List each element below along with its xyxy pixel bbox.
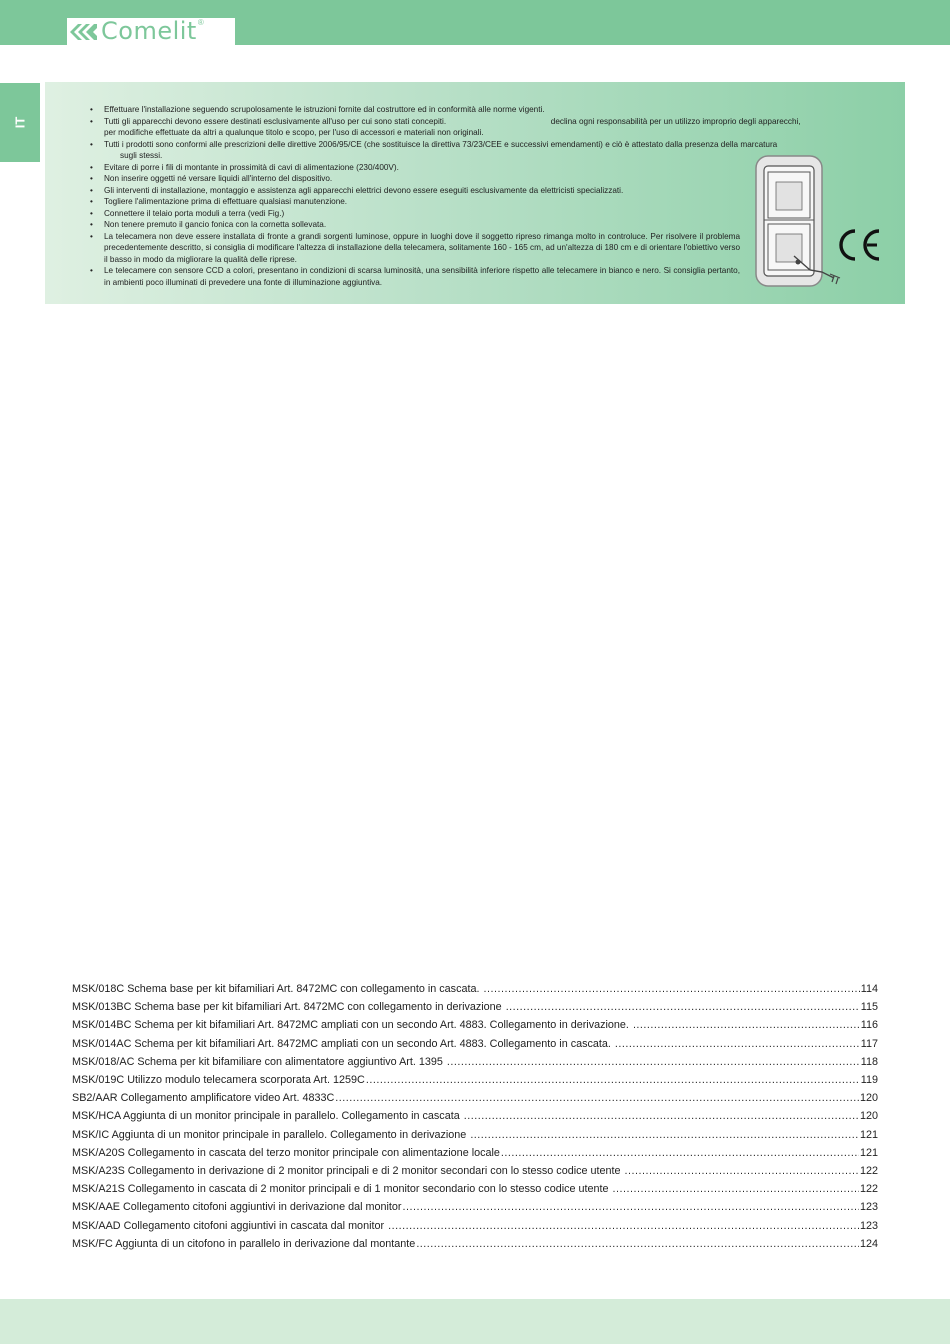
footer-bar — [0, 1299, 950, 1344]
toc-entry[interactable]: MSK/019C Utilizzo modulo telecamera scorporata Art. 1259C ..... 119 — [72, 1071, 878, 1089]
toc-entry[interactable]: MSK/014BC Schema per kit bifamiliari Art. 8472MC ampliati con un secondo Art. 4883. Collegamento in derivazione. ..... 116 — [72, 1016, 878, 1034]
toc-entry[interactable]: MSK/018C Schema base per kit bifamiliari Art. 8472MC con collegamento in cascata. ..... 114 — [72, 980, 878, 998]
notice-item: • La telecamera non deve essere installata di fronte a grandi sorgenti luminose, oppure in luoghi dove il soggetto ripreso rimanga molto in controluce. Per risolvere il problema precedentemente descritto, si consiglia di modificare l'altezza di installazione della telecamera, solitamente 160 - 165 cm, ad un'altezza di 180 cm e di orientare l'obiettivo verso il basso in modo da migliorare la qualità delle riprese. — [90, 231, 740, 266]
notice-item: • Connettere il telaio porta moduli a terra (vedi Fig.) — [90, 208, 882, 220]
notice-item: • Non tenere premuto il gancio fonica con la cornetta sollevata. — [90, 219, 882, 231]
notice-item: • Evitare di porre i fili di montante in prossimità di cavi di alimentazione (230/400V). — [90, 162, 882, 174]
brand-logo — [67, 18, 235, 45]
toc-entry[interactable]: MSK/IC Aggiunta di un monitor principale in parallelo. Collegamento in derivazione ..... 121 — [72, 1126, 878, 1144]
notice-item: • Tutti i prodotti sono conformi alle prescrizioni delle direttive 2006/95/CE (che sostituisce la direttiva 73/23/CEE e successivi emendamenti) e ciò è attestato dalla presenza della marcatura sugli stessi. — [90, 139, 882, 162]
language-tab — [0, 83, 40, 162]
toc-entry[interactable]: MSK/AAE Collegamento citofoni aggiuntivi in derivazione dal monitor ..... 123 — [72, 1198, 878, 1216]
table-of-contents — [72, 980, 878, 1253]
notice-item: • Togliere l'alimentazione prima di effettuare qualsiasi manutenzione. — [90, 196, 882, 208]
brand-name: Comelit — [101, 17, 197, 45]
toc-entry[interactable]: MSK/A20S Collegamento in cascata del terzo monitor principale con alimentazione locale ..... 121 — [72, 1144, 878, 1162]
ce-mark-icon — [835, 227, 885, 263]
toc-entry[interactable]: MSK/013BC Schema base per kit bifamiliari Art. 8472MC con collegamento in derivazione ..... 115 — [72, 998, 878, 1016]
notice-item: • Non inserire oggetti né versare liquidi all'interno del dispositivo. — [90, 173, 882, 185]
toc-entry[interactable]: MSK/A21S Collegamento in cascata di 2 monitor principali e di 1 monitor secondario con lo stesso codice utente ..... 122 — [72, 1180, 878, 1198]
toc-entry[interactable]: MSK/FC Aggiunta di un citofono in parallelo in derivazione dal montante ..... 124 — [72, 1235, 878, 1253]
toc-entry[interactable]: MSK/HCA Aggiunta di un monitor principale in parallelo. Collegamento in cascata ..... 120 — [72, 1107, 878, 1125]
notice-item: • Le telecamere con sensore CCD a colori, presentano in condizioni di scarsa luminosità, una sensibilità inferiore rispetto alle telecamere in bianco e nero. Si consiglia pertanto, in ambienti poco illuminati di prevedere una fonte di illuminazione aggiuntiva. — [90, 265, 740, 288]
toc-entry[interactable]: MSK/AAD Collegamento citofoni aggiuntivi in cascata dal monitor ..... 123 — [72, 1217, 878, 1235]
toc-entry[interactable]: MSK/014AC Schema per kit bifamiliari Art. 8472MC ampliati con un secondo Art. 4883. Collegamento in cascata. ..... 117 — [72, 1035, 878, 1053]
comelit-chevron-logo-icon — [68, 22, 98, 42]
safety-notice-panel — [45, 82, 905, 304]
notice-item: • Gli interventi di installazione, montaggio e assistenza agli apparecchi elettrici devono essere eseguiti esclusivamente da elettricisti specializzati. — [90, 185, 882, 197]
toc-entry[interactable]: MSK/A23S Collegamento in derivazione di 2 monitor principali e di 2 monitor secondari con lo stesso codice utente ..... 122 — [72, 1162, 878, 1180]
notice-item: • Effettuare l'installazione seguendo scrupolosamente le istruzioni fornite dal costruttore ed in conformità alle norme vigenti. — [90, 104, 882, 116]
module-frame-grounding-icon — [750, 152, 860, 292]
language-tab-label: IT — [12, 116, 28, 129]
registered-mark: ® — [197, 18, 204, 27]
toc-entry[interactable]: MSK/018/AC Schema per kit bifamiliare con alimentatore aggiuntivo Art. 1395 ..... 118 — [72, 1053, 878, 1071]
toc-entry[interactable]: SB2/AAR Collegamento amplificatore video Art. 4833C ..... 120 — [72, 1089, 878, 1107]
notice-item: • Tutti gli apparecchi devono essere destinati esclusivamente all'uso per cui sono stati concepiti. declina ogni responsabilità per un utilizzo improprio degli apparecchi, per modifiche effettuate da altri a qualunque titolo e scopo, per l'uso di accessori e materiali non originali. — [90, 116, 882, 139]
